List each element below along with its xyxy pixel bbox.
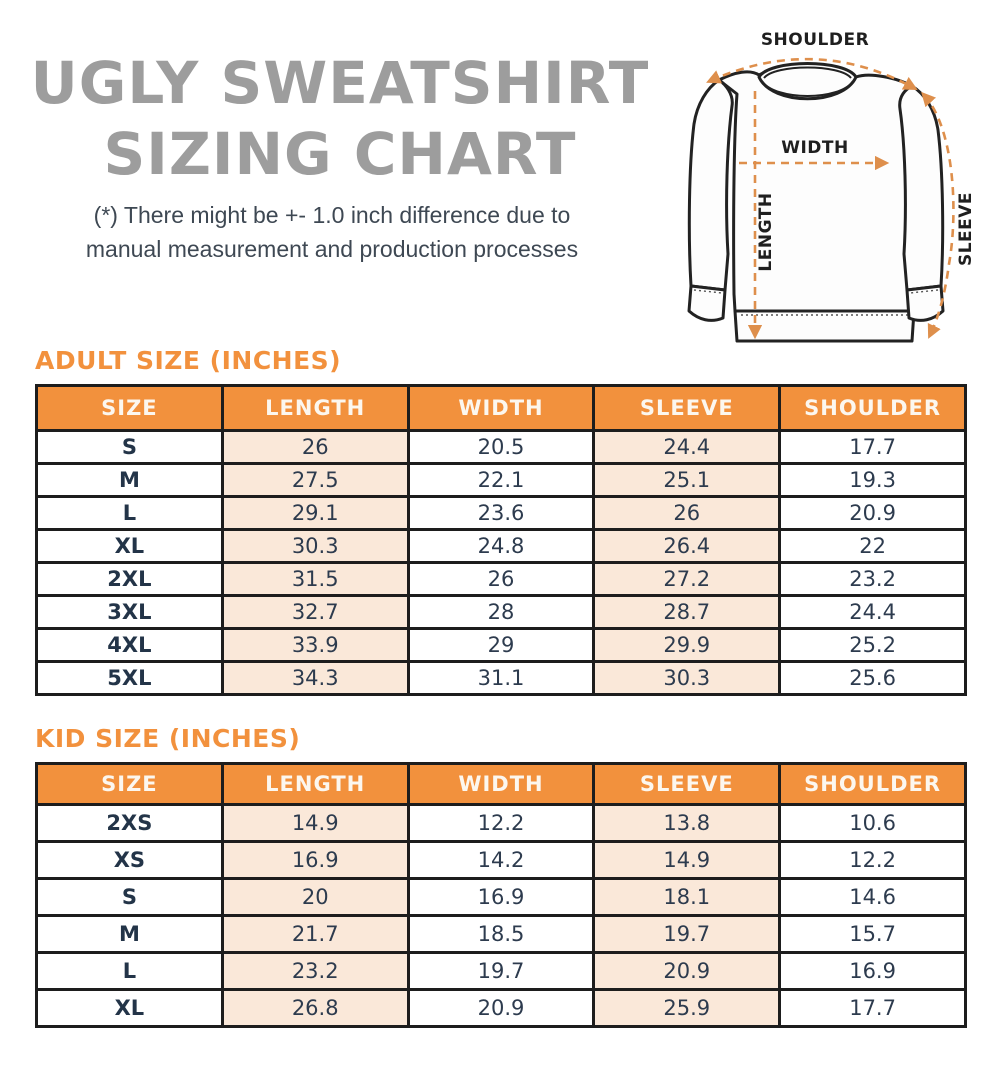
value-cell: 12.2 xyxy=(408,805,594,842)
value-cell: 14.6 xyxy=(780,879,966,916)
size-cell: 5XL xyxy=(37,662,223,695)
size-cell: S xyxy=(37,431,223,464)
size-cell: XL xyxy=(37,990,223,1027)
length-measure-label: LENGTH xyxy=(756,192,776,272)
sleeve-measure-label: SLEEVE xyxy=(956,191,976,267)
table-row xyxy=(37,497,966,530)
value-cell: 25.2 xyxy=(780,629,966,662)
value-cell: 32.7 xyxy=(222,596,408,629)
value-cell: 25.1 xyxy=(594,464,780,497)
value-cell: 12.2 xyxy=(780,842,966,879)
value-cell: 29.1 xyxy=(222,497,408,530)
value-cell: 26.4 xyxy=(594,530,780,563)
adult-header-row xyxy=(37,386,966,431)
value-cell: 27.2 xyxy=(594,563,780,596)
page-title-line1: UGLY SWEATSHIRT xyxy=(30,49,650,117)
table-row xyxy=(37,431,966,464)
adult-size-section-title: ADULT SIZE (INCHES) xyxy=(35,346,342,375)
adult-size-table xyxy=(35,384,967,696)
value-cell: 14.2 xyxy=(408,842,594,879)
size-cell: 3XL xyxy=(37,596,223,629)
tolerance-note-line2: manual measurement and production processes xyxy=(85,236,579,262)
value-cell: 25.6 xyxy=(780,662,966,695)
value-cell: 29 xyxy=(408,629,594,662)
size-cell: M xyxy=(37,916,223,953)
size-cell: L xyxy=(37,953,223,990)
tolerance-note xyxy=(6,198,658,266)
value-cell: 21.7 xyxy=(222,916,408,953)
value-cell: 25.9 xyxy=(594,990,780,1027)
kid-size-section-title: KID SIZE (INCHES) xyxy=(35,724,301,753)
value-cell: 30.3 xyxy=(222,530,408,563)
value-cell: 23.2 xyxy=(780,563,966,596)
value-cell: 19.7 xyxy=(408,953,594,990)
column-header-width: WIDTH xyxy=(408,386,594,431)
value-cell: 26.8 xyxy=(222,990,408,1027)
value-cell: 24.8 xyxy=(408,530,594,563)
table-row xyxy=(37,662,966,695)
value-cell: 28.7 xyxy=(594,596,780,629)
size-cell: M xyxy=(37,464,223,497)
value-cell: 20 xyxy=(222,879,408,916)
value-cell: 18.5 xyxy=(408,916,594,953)
value-cell: 31.5 xyxy=(222,563,408,596)
size-cell: 4XL xyxy=(37,629,223,662)
size-cell: 2XS xyxy=(37,805,223,842)
size-cell: XS xyxy=(37,842,223,879)
size-cell: XL xyxy=(37,530,223,563)
size-cell: S xyxy=(37,879,223,916)
table-row xyxy=(37,530,966,563)
shoulder-measure-label: SHOULDER xyxy=(760,30,870,50)
table-row xyxy=(37,879,966,916)
column-header-sleeve: SLEEVE xyxy=(594,386,780,431)
value-cell: 34.3 xyxy=(222,662,408,695)
value-cell: 33.9 xyxy=(222,629,408,662)
value-cell: 22.1 xyxy=(408,464,594,497)
column-header-length: LENGTH xyxy=(222,764,408,805)
value-cell: 29.9 xyxy=(594,629,780,662)
value-cell: 19.3 xyxy=(780,464,966,497)
column-header-width: WIDTH xyxy=(408,764,594,805)
value-cell: 18.1 xyxy=(594,879,780,916)
table-row xyxy=(37,563,966,596)
value-cell: 26 xyxy=(594,497,780,530)
size-cell: 2XL xyxy=(37,563,223,596)
value-cell: 14.9 xyxy=(594,842,780,879)
width-measure-label: WIDTH xyxy=(781,138,849,158)
value-cell: 26 xyxy=(222,431,408,464)
value-cell: 19.7 xyxy=(594,916,780,953)
sweatshirt-measurement-diagram xyxy=(665,14,997,352)
value-cell: 23.2 xyxy=(222,953,408,990)
value-cell: 14.9 xyxy=(222,805,408,842)
page-title-line2: SIZING CHART xyxy=(103,120,577,188)
column-header-sleeve: SLEEVE xyxy=(594,764,780,805)
column-header-length: LENGTH xyxy=(222,386,408,431)
table-row xyxy=(37,805,966,842)
value-cell: 23.6 xyxy=(408,497,594,530)
table-row xyxy=(37,916,966,953)
table-row xyxy=(37,629,966,662)
column-header-size: SIZE xyxy=(37,386,223,431)
value-cell: 20.9 xyxy=(780,497,966,530)
value-cell: 22 xyxy=(780,530,966,563)
value-cell: 17.7 xyxy=(780,990,966,1027)
table-row xyxy=(37,990,966,1027)
value-cell: 17.7 xyxy=(780,431,966,464)
column-header-shoulder: SHOULDER xyxy=(780,764,966,805)
column-header-size: SIZE xyxy=(37,764,223,805)
value-cell: 31.1 xyxy=(408,662,594,695)
sweatshirt-outline-drawing xyxy=(689,64,943,342)
page-title xyxy=(6,48,674,190)
value-cell: 16.9 xyxy=(408,879,594,916)
value-cell: 28 xyxy=(408,596,594,629)
value-cell: 24.4 xyxy=(780,596,966,629)
column-header-shoulder: SHOULDER xyxy=(780,386,966,431)
value-cell: 16.9 xyxy=(222,842,408,879)
value-cell: 27.5 xyxy=(222,464,408,497)
value-cell: 16.9 xyxy=(780,953,966,990)
kid-size-table xyxy=(35,762,967,1028)
table-row xyxy=(37,596,966,629)
value-cell: 26 xyxy=(408,563,594,596)
table-row xyxy=(37,464,966,497)
value-cell: 20.9 xyxy=(594,953,780,990)
value-cell: 24.4 xyxy=(594,431,780,464)
value-cell: 13.8 xyxy=(594,805,780,842)
tolerance-note-line1: (*) There might be +- 1.0 inch difference due to xyxy=(93,202,571,228)
value-cell: 30.3 xyxy=(594,662,780,695)
value-cell: 20.5 xyxy=(408,431,594,464)
table-row xyxy=(37,953,966,990)
table-row xyxy=(37,842,966,879)
value-cell: 20.9 xyxy=(408,990,594,1027)
value-cell: 10.6 xyxy=(780,805,966,842)
kid-header-row xyxy=(37,764,966,805)
value-cell: 15.7 xyxy=(780,916,966,953)
size-cell: L xyxy=(37,497,223,530)
